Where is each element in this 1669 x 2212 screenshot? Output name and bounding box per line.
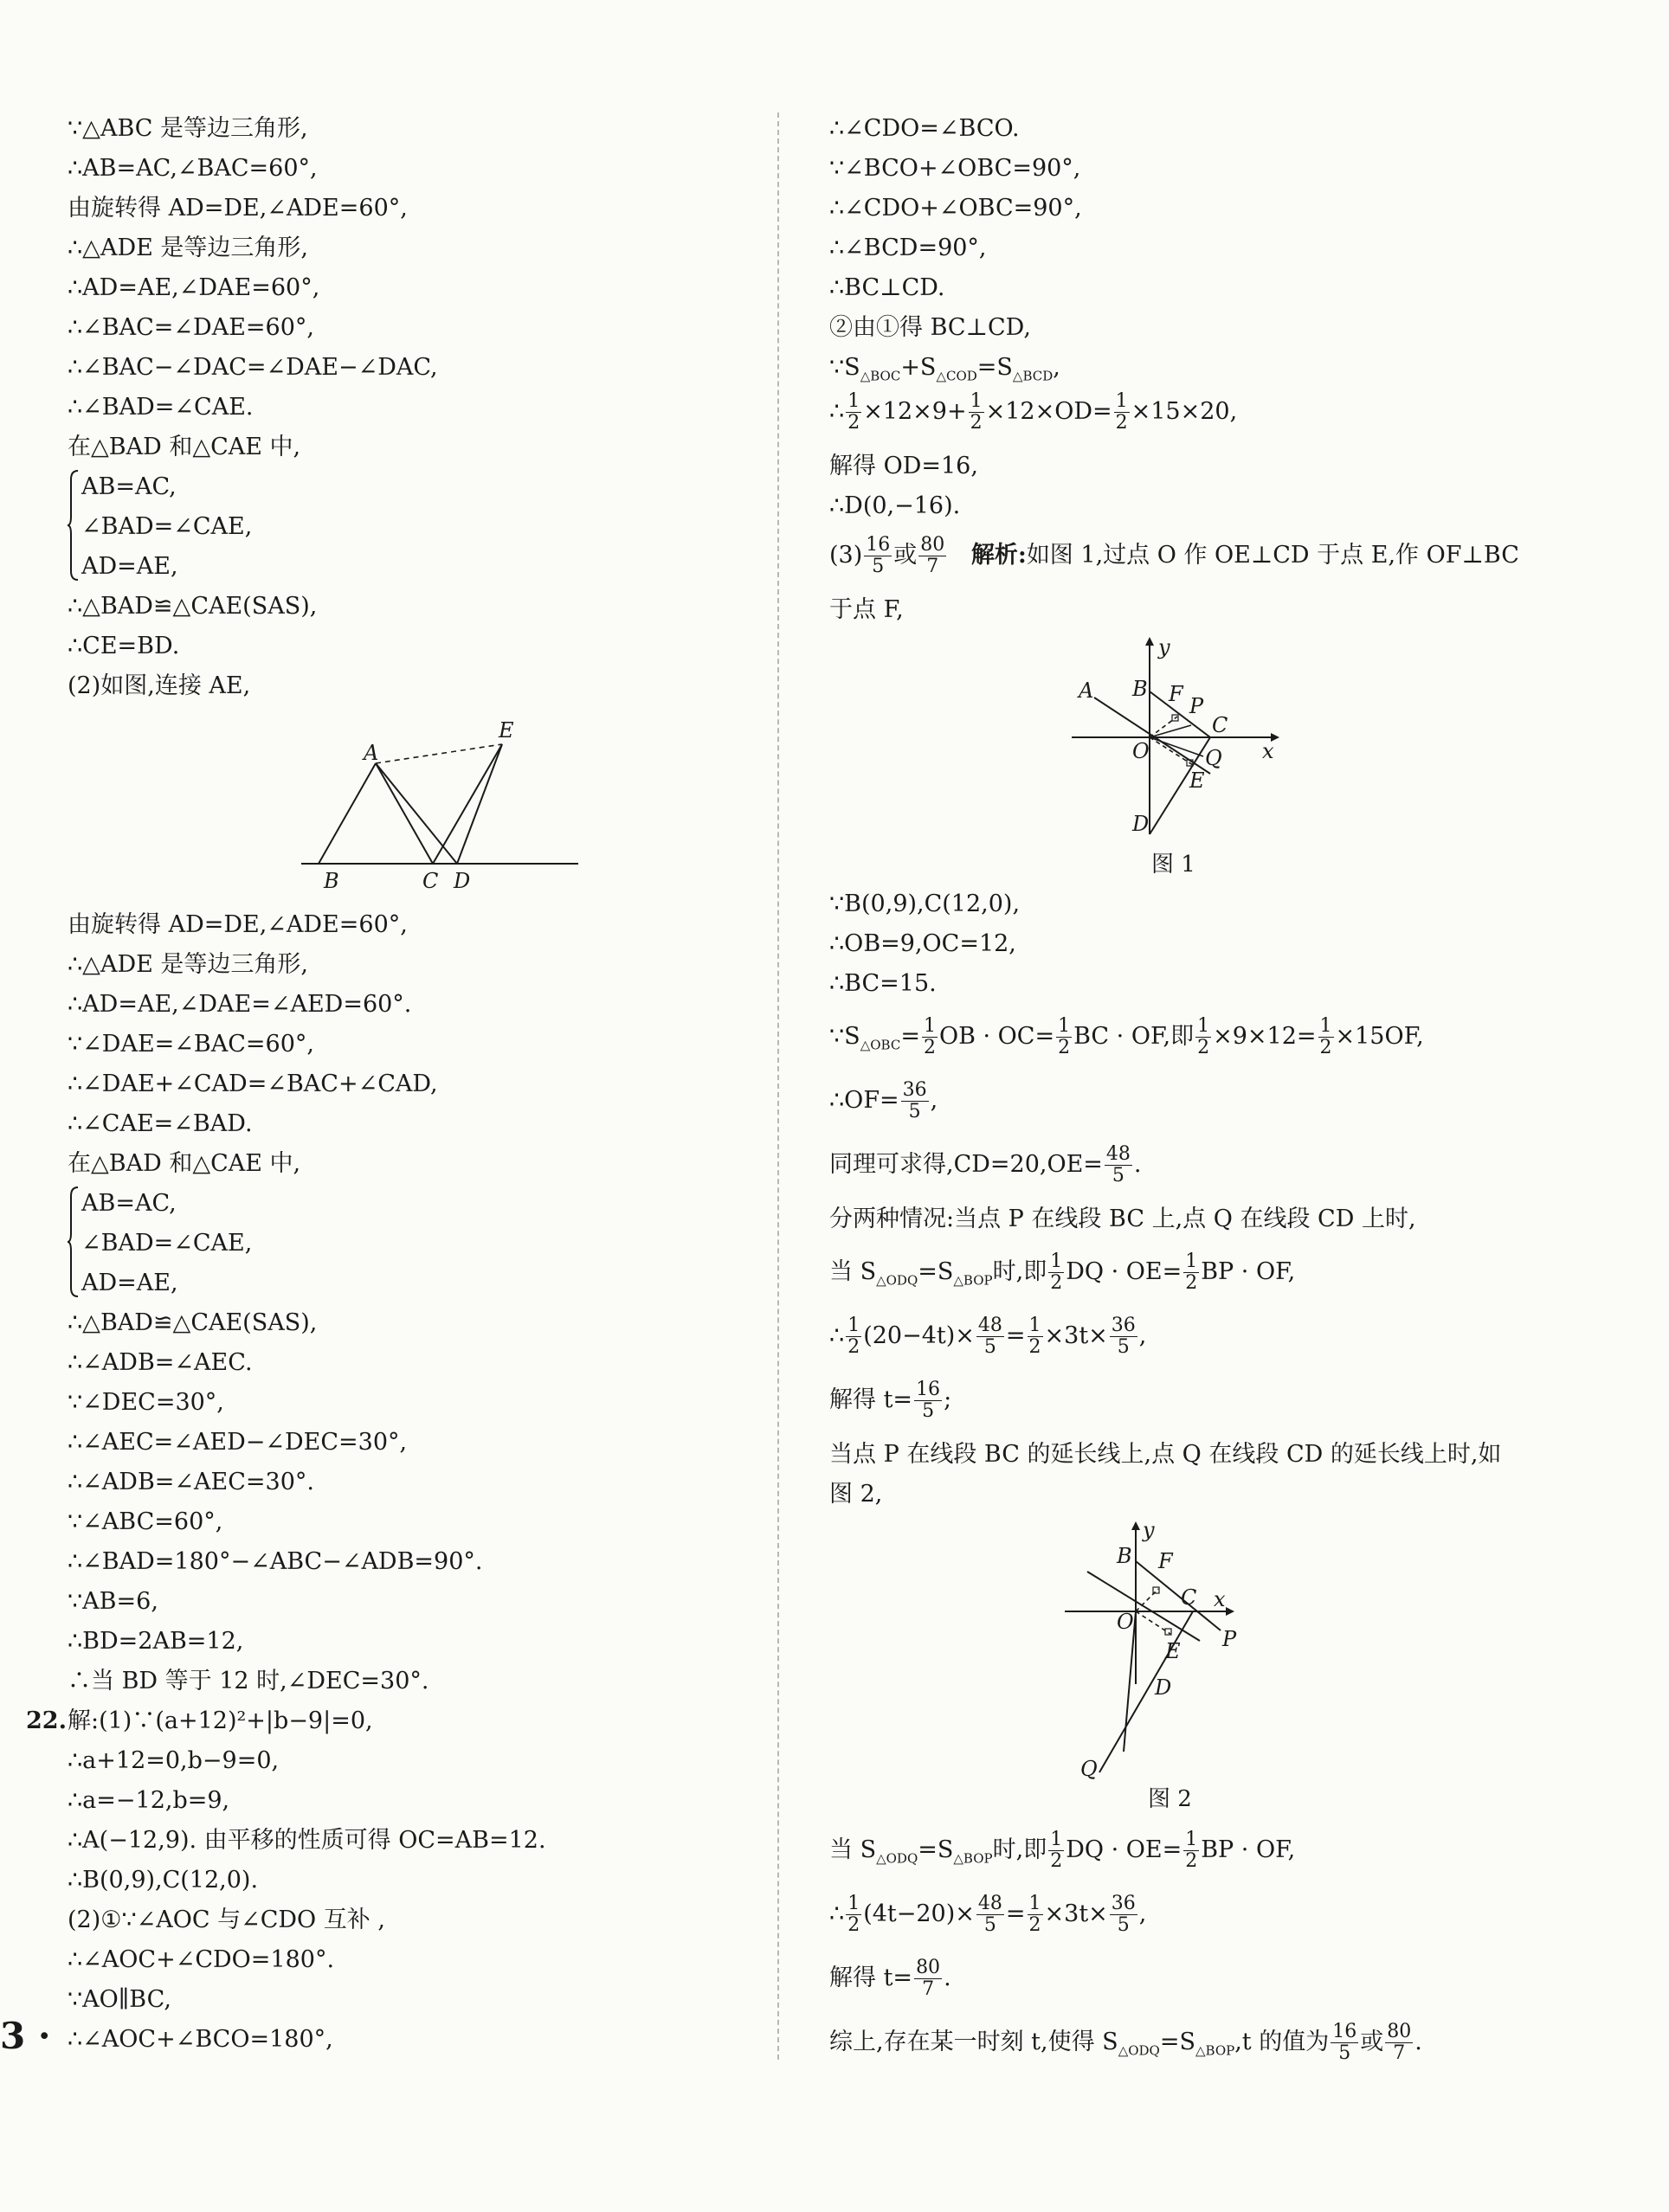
text-line: ∴∠ADB=∠AEC. [68, 1349, 253, 1376]
fig1-label-O: O [1132, 739, 1150, 763]
text-line: 解得 OD=16, [829, 453, 978, 479]
figure-1-coordinate [1063, 635, 1288, 843]
text-line: 当点 P 在线段 BC 的延长线上,点 Q 在线段 CD 的延长线上时,如 [829, 1441, 1502, 1468]
fig1-label-Q: Q [1205, 746, 1222, 770]
fig2-label-D: D [1155, 1675, 1172, 1700]
equation-case1: 当 $S_{\triangle ODQ}=S_{\triangle BOP}$时,即 $\frac{1}{2}$ DQ · OE= $\frac{1}{2}$ BP · OF, [829, 1251, 1296, 1294]
text-line: 由旋转得 AD=DE,∠ADE=60°, [68, 911, 408, 938]
fig1-label-P: P [1189, 694, 1204, 718]
text-line: ∴∠BAC−∠DAC=∠DAE−∠DAC, [68, 354, 438, 381]
text-line: ∴AD=AE,∠DAE=60°, [68, 274, 320, 301]
text-line: ∵AB=6, [68, 1588, 158, 1615]
equation-area-obc: $\because S_{\triangle OBC}=$ $\frac{1}{2}$ OB · OC= $\frac{1}{2}$ BC · OF,即 $\frac{1}{2}$ ×9×12= $\frac{1}{2}$ ×15OF, [829, 1015, 1424, 1058]
text-line: ∴∠AEC=∠AED−∠DEC=30°, [68, 1429, 408, 1456]
figure-1-caption: 图 1 [1151, 852, 1195, 878]
equation-case2-solve: ∴ $\frac{1}{2}$ (4t−20)× $\frac{48}{5}$ = $\frac{1}{2}$ ×3t× $\frac{36}{5}$ , [829, 1893, 1147, 1936]
fig2-label-x: x [1214, 1587, 1226, 1611]
fig0-label-A: A [364, 741, 379, 765]
text-line: ∴∠CDO=∠BCO. [829, 115, 1020, 142]
equation-of: ∴OF= $\frac{36}{5}$ , [829, 1079, 938, 1122]
fig2-label-B: B [1117, 1544, 1132, 1568]
text-line: ∴OB=9,OC=12, [829, 930, 1016, 957]
fig1-label-x: x [1262, 739, 1274, 763]
fig0-label-C: C [422, 869, 439, 891]
text-line: ∴∠BAD=180°−∠ABC−∠ADB=90°. [68, 1548, 483, 1575]
problem-number: 22. [26, 1707, 67, 1734]
text-line: 图 2, [829, 1481, 883, 1508]
part3-answer: (3) $\frac{16}{5}$ 或 $\frac{80}{7}$ 解析:如图 1,过点 O 作 OE⊥CD 于点 E,作 OF⊥BC [829, 534, 1519, 577]
fig1-label-F: F [1169, 682, 1183, 706]
figure-triangle-rotation [301, 718, 596, 891]
text-line: ∴∠AOC+∠BCO=180°, [68, 2026, 333, 2053]
text-line: ∵∠DEC=30°, [68, 1389, 224, 1416]
text-line: ∠BAD=∠CAE, [81, 513, 253, 540]
brace-icon [68, 1186, 80, 1298]
text-line: ∵AO∥BC, [68, 1986, 171, 2013]
text-line: ∴△ADE 是等边三角形, [68, 235, 308, 261]
text-line: 解:(1)∵(a+12)²+|b−9|=0, [68, 1707, 373, 1734]
text-line: ∴B(0,9),C(12,0). [68, 1867, 259, 1894]
equation-oe: 同理可求得,CD=20,OE= $\frac{48}{5}$ . [829, 1143, 1142, 1186]
text-line: ∴△BAD≌△CAE(SAS), [68, 1309, 318, 1336]
text-line: AB=AC, [81, 1190, 177, 1217]
text-line: (2)如图,连接 AE, [68, 672, 251, 699]
text-line: ∴A(−12,9). 由平移的性质可得 OC=AB=12. [68, 1827, 546, 1854]
text-line: 由旋转得 AD=DE,∠ADE=60°, [68, 195, 408, 222]
text-line: ∴∠BAC=∠DAE=60°, [68, 314, 314, 341]
text-line: 在△BAD 和△CAE 中, [68, 1150, 301, 1177]
text-line: ∵∠ABC=60°, [68, 1508, 223, 1535]
text-line: ∴△ADE 是等边三角形, [68, 951, 308, 978]
fig2-label-E: E [1165, 1639, 1181, 1663]
text-line: ∴∠BCD=90°, [829, 235, 987, 261]
figure-2-caption: 图 2 [1148, 1786, 1192, 1812]
equation-area-sum: $\because S_{\triangle BOC}+S_{\triangle COD}=S_{\triangle BCD}$, [829, 354, 1060, 384]
column-divider [777, 113, 779, 2060]
text-line: 分两种情况:当点 P 在线段 BC 上,点 Q 在线段 CD 上时, [829, 1206, 1416, 1232]
text-line: ∴∠CAE=∠BAD. [68, 1110, 253, 1137]
text-line: 在△BAD 和△CAE 中, [68, 434, 301, 460]
text-line: ∴a+12=0,b−9=0, [68, 1747, 280, 1774]
text-line: 于点 F, [829, 596, 904, 623]
text-line: ∴BC=15. [829, 970, 937, 997]
text-line: ∵B(0,9),C(12,0), [829, 891, 1021, 917]
text-line: AD=AE, [81, 553, 178, 580]
text-line: ∵∠DAE=∠BAC=60°, [68, 1031, 314, 1058]
text-line: ∴∠ADB=∠AEC=30°. [68, 1469, 314, 1495]
text-line: ∴当 BD 等于 12 时,∠DEC=30°. [68, 1668, 429, 1694]
figure-2-coordinate [1056, 1520, 1281, 1779]
text-line: ∴∠BAD=∠CAE. [68, 394, 254, 421]
fig2-label-P: P [1222, 1627, 1237, 1651]
text-line: ∠BAD=∠CAE, [81, 1230, 253, 1257]
fig1-label-E: E [1189, 768, 1205, 793]
equation-od: ∴ $\frac{1}{2}$ ×12×9+ $\frac{1}{2}$ ×12×OD= $\frac{1}{2}$ ×15×20, [829, 390, 1238, 434]
text-line: ∴BD=2AB=12, [68, 1628, 244, 1655]
fig2-label-F: F [1158, 1549, 1173, 1573]
text-line: (2)①∵∠AOC 与∠CDO 互补 , [68, 1907, 385, 1933]
text-line: AB=AC, [81, 473, 177, 500]
fig0-label-D: D [454, 869, 471, 891]
fig0-label-E: E [499, 718, 514, 743]
text-line: ∴△BAD≌△CAE(SAS), [68, 593, 318, 620]
brace-icon [68, 469, 80, 582]
equation-conclusion: 综上,存在某一时刻 t,使得 $S_{\triangle ODQ}=S_{\triangle BOP},t$ 的值为 $\frac{16}{5}$ 或 $\frac{80}{7}$ . [829, 2021, 1422, 2064]
text-line: ∴AB=AC,∠BAC=60°, [68, 155, 318, 182]
page-number: 3 · [0, 2015, 51, 2057]
text-line: ∴a=−12,b=9, [68, 1787, 230, 1814]
fig1-label-y: y [1158, 635, 1170, 659]
fig1-label-B: B [1132, 677, 1148, 701]
text-line: ∴D(0,−16). [829, 492, 961, 519]
text-line: ∴AD=AE,∠DAE=∠AED=60°. [68, 991, 412, 1018]
fig2-label-C: C [1181, 1585, 1197, 1610]
fig2-label-O: O [1117, 1610, 1134, 1634]
equation-t2: 解得 t= $\frac{80}{7}$ . [829, 1957, 951, 2000]
fig0-label-B: B [324, 869, 339, 891]
fig2-label-Q: Q [1080, 1757, 1098, 1779]
text-line: ∴CE=BD. [68, 633, 180, 659]
fig1-label-D: D [1132, 812, 1150, 836]
text-line: ∴∠AOC+∠CDO=180°. [68, 1946, 335, 1973]
fig2-label-y: y [1143, 1520, 1155, 1542]
text-line: ∴∠DAE+∠CAD=∠BAC+∠CAD, [68, 1071, 438, 1097]
text-line: ∴∠CDO+∠OBC=90°, [829, 195, 1082, 222]
fig1-label-C: C [1212, 713, 1228, 737]
text-line: ∴BC⊥CD. [829, 274, 945, 301]
equation-case2: 当 $S_{\triangle ODQ}=S_{\triangle BOP}$时,即 $\frac{1}{2}$ DQ · OE= $\frac{1}{2}$ BP · OF, [829, 1829, 1296, 1872]
equation-case1-solve: ∴ $\frac{1}{2}$ (20−4t)× $\frac{48}{5}$ = $\frac{1}{2}$ ×3t× $\frac{36}{5}$ , [829, 1315, 1147, 1358]
fig1-label-A: A [1079, 678, 1094, 703]
equation-t1: 解得 t= $\frac{16}{5}$ ; [829, 1379, 952, 1422]
text-line: ②由①得 BC⊥CD, [829, 314, 1031, 341]
text-line: AD=AE, [81, 1270, 178, 1296]
text-line: ∵△ABC 是等边三角形, [68, 115, 308, 142]
text-line: ∵∠BCO+∠OBC=90°, [829, 155, 1081, 182]
